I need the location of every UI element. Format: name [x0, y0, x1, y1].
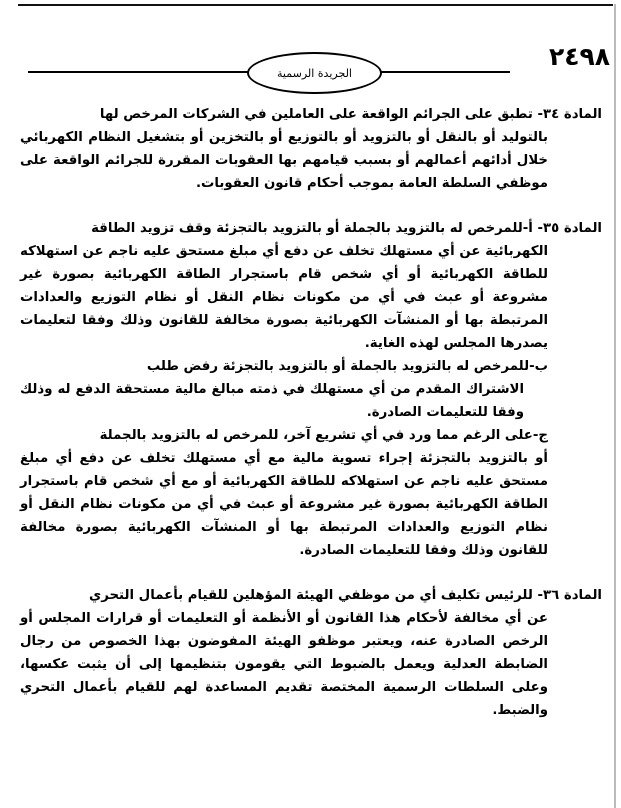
gazette-title: الجريدة الرسمية [277, 66, 352, 80]
article-35-a-text: الكهربائية عن أي مستهلك تخلف عن دفع أي مبلغ مستحق عليه ناجم عن استهلاكه للطاقة الكهربائية أو أي شخص قام باستجرار الطاقة الكهربائية بصورة غير مشروعة أو عبث في أي من مكونات نظام النقل أو نظام التوزيع والعدادات المرتبطة بها أو المنشآت الكهربائية بصورة مخالفة للقانون وذلك وفقا لتعليمات يصدرها المجلس لهذه الغاية. [20, 244, 548, 351]
article-35-lead: المادة ٣٥- أ-للمرخص له بالتزويد بالجملة أو بالتزويد بالتجزئة وقف تزويد الطاقة [91, 221, 602, 236]
page-frame-side [614, 4, 616, 808]
page-number: ٢٤٩٨ [548, 42, 610, 71]
article-34 [20, 103, 602, 195]
article-36 [20, 584, 602, 722]
page-frame-top [18, 4, 613, 6]
article-35-c-lead: ج-على الرغم مما ورد في أي تشريع آخر، للمرخص له بالتزويد بالجملة [99, 428, 548, 443]
article-36-lead: المادة ٣٦- للرئيس تكليف أي من موظفي الهيئة المؤهلين للقيام بأعمال التحري [89, 588, 602, 603]
article-35-c-text: أو بالتزويد بالتجزئة إجراء تسوية مالية مع أي مستهلك تخلف عن دفع أي مبلغ مستحق عليه ناجم عن استهلاكه للطاقة الكهربائية أو مع أي شخص قام باستجرار الطاقة الكهربائية بصورة غير مشروعة أو عبث في أي من مكونات نظام النقل أو نظام التوزيع والعدادات المرتبطة بها أو المنشآت الكهربائية بصورة مخالفة للقانون وذلك وفقا للتعليمات الصادرة. [20, 451, 548, 558]
article-35-b-lead: ب-للمرخص له بالتزويد بالجملة أو بالتزويد بالتجزئة رفض طلب [146, 359, 548, 374]
article-35-b-text: الاشتراك المقدم من أي مستهلك في ذمته مبالغ مالية مستحقة الدفع له وذلك وفقا للتعليمات الصادرة. [20, 382, 524, 420]
article-34-text: بالتوليد أو بالنقل أو بالتزويد أو بالتوزيع أو بالتخزين أو بتشغيل النظام الكهربائي خلال أدائهم أعمالهم أو بسبب قيامهم بها العقوبات المقررة للجرائم الواقعة على موظفي السلطة العامة بموجب أحكام قانون العقوبات. [20, 130, 548, 191]
document-body [20, 103, 602, 744]
article-34-lead: المادة ٣٤- تطبق على الجرائم الواقعة على العاملين في الشركات المرخص لها [99, 107, 602, 122]
article-36-text: عن أي مخالفة لأحكام هذا القانون أو الأنظمة أو التعليمات أو قرارات المجلس أو الرخص الصادرة عنه، ويعتبر موظفو الهيئة المفوضون بهذا الخصوص من رجال الضابطة العدلية ويعمل بالضبوط التي يقومون بتنظيمها إلى أن يثبت عكسها، وعلى السلطات الرسمية المختصة تقديم المساعدة لهم للقيام بأعمال التحري والضبط. [20, 611, 548, 718]
article-35-c [20, 424, 548, 562]
article-35 [20, 217, 602, 562]
gazette-title-badge [247, 52, 382, 94]
article-35-b [20, 355, 548, 424]
header-rule-left [28, 71, 250, 73]
header-rule-right [378, 71, 510, 73]
